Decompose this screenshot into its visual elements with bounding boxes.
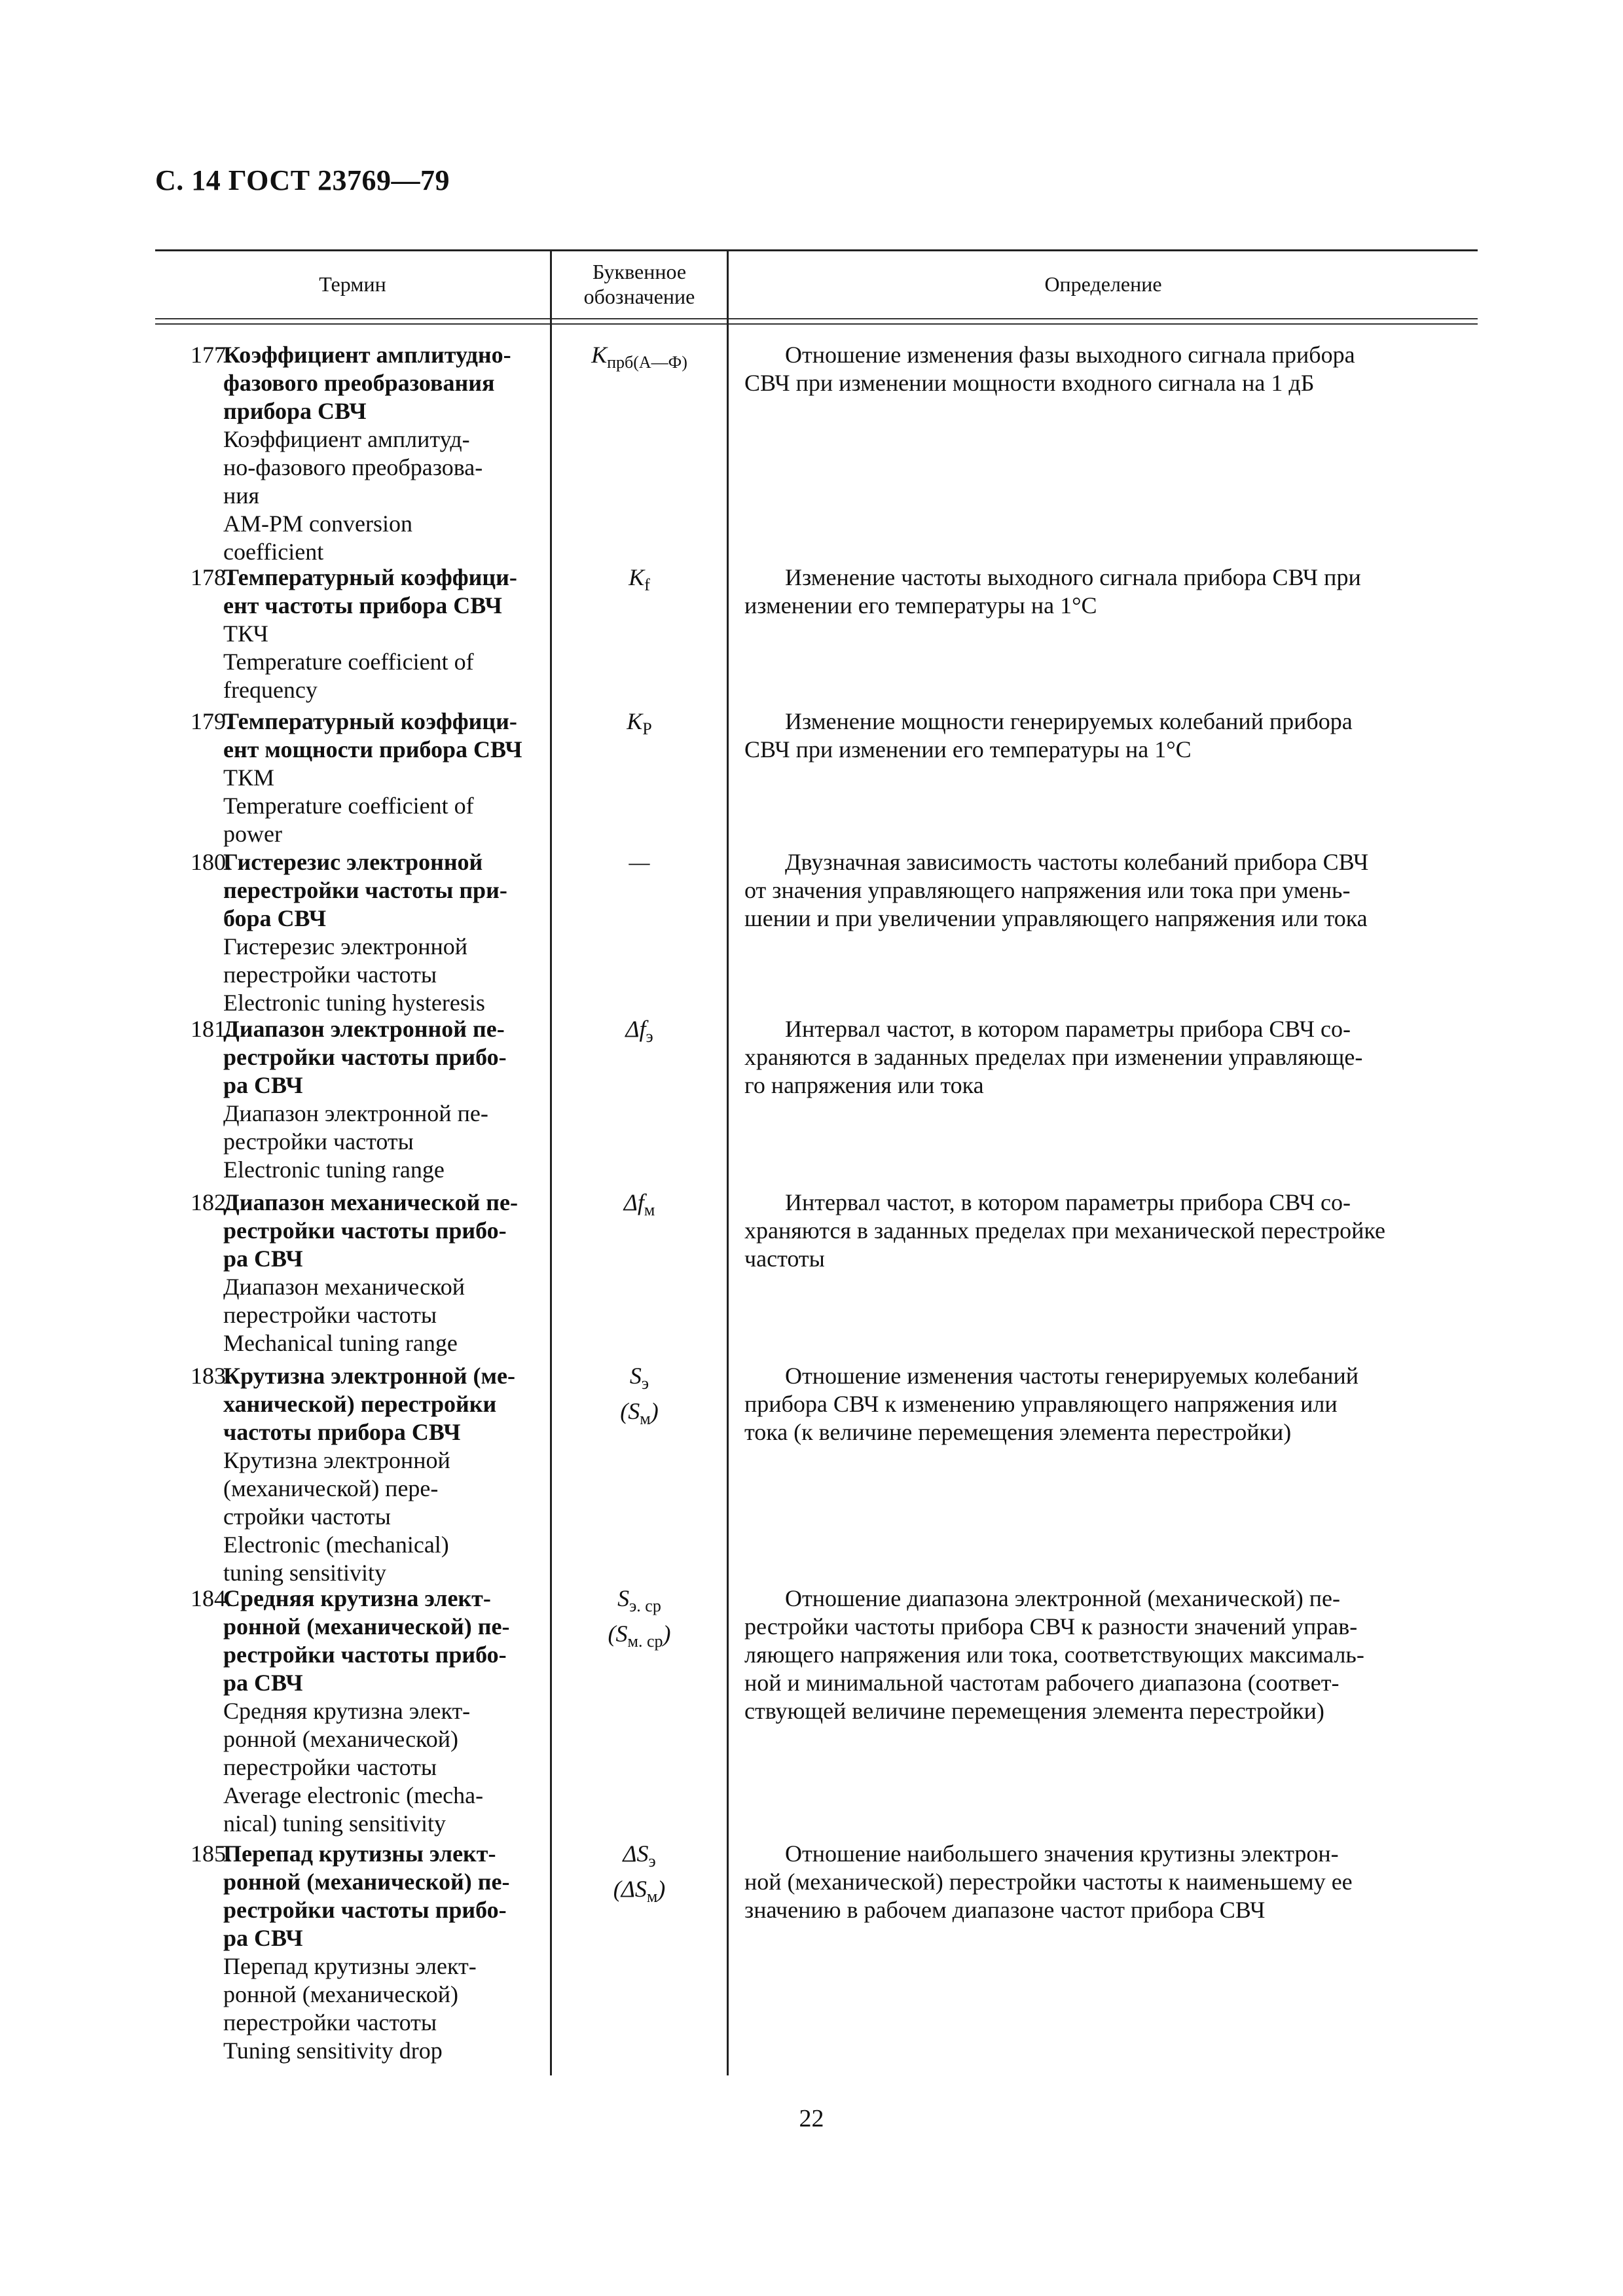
term-name-line: фазового преобразования: [223, 370, 495, 396]
entry-definition: [744, 848, 1465, 933]
column-header-symbol-line2: обозначение: [583, 284, 695, 308]
column-header-symbol-line1: Буквенное: [592, 259, 687, 283]
term-synonym-line: power: [223, 821, 282, 847]
entry-definition: [744, 564, 1465, 620]
entry-term: [223, 564, 544, 704]
symbol-line: [552, 848, 727, 876]
term-synonym-line: (механической) пере-: [223, 1475, 439, 1501]
symbol-subscript: э: [646, 1027, 653, 1047]
term-synonym-line: перестройки частоты: [223, 961, 437, 988]
symbol-line: [552, 341, 727, 376]
term-name-line: прибора СВЧ: [223, 398, 367, 424]
term-synonym-line: AM-PM conversion: [223, 511, 412, 537]
symbol-base: K: [591, 342, 608, 368]
term-synonym-line: стройки частоты: [223, 1503, 391, 1530]
term-synonym-line: Mechanical tuning range: [223, 1330, 458, 1356]
symbol-subscript: f: [644, 575, 650, 595]
entry-symbol: [552, 564, 727, 599]
definition-line: Изменение мощности генерируемых колебаний прибора: [785, 708, 1353, 734]
definition-line: изменении его температуры на 1°С: [744, 592, 1097, 619]
definition-line: Отношение изменения частоты генерируемых колебаний: [785, 1363, 1359, 1389]
term-synonym-line: Electronic tuning hysteresis: [223, 990, 485, 1016]
entry-number: 182.: [191, 1189, 232, 1215]
symbol-line: [552, 1397, 727, 1433]
symbol-base: K: [627, 708, 643, 734]
entry-symbol: [552, 1840, 727, 1910]
term-synonym-line: frequency: [223, 677, 318, 703]
entry-definition: [744, 1362, 1465, 1446]
column-header-symbol: [552, 249, 727, 318]
definition-line: храняются в заданных пределах при изменении управляюще-: [744, 1044, 1363, 1070]
definition-line: го напряжения или тока: [744, 1072, 984, 1098]
term-name-line: ронной (механической) пе-: [223, 1869, 510, 1895]
term-name-line: Перепад крутизны элект-: [223, 1840, 496, 1867]
term-synonym-line: Перепад крутизны элект-: [223, 1953, 477, 1979]
definition-line: Отношение диапазона электронной (механической) пе-: [785, 1585, 1340, 1611]
definition-line: СВЧ при изменении его температуры на 1°С: [744, 736, 1192, 762]
term-synonym-line: Temperature coefficient of: [223, 649, 474, 675]
entry-number: 183.: [191, 1363, 232, 1389]
symbol-subscript: м: [646, 1887, 658, 1907]
symbol-base: (S: [620, 1398, 640, 1425]
symbol-subscript: P: [642, 719, 652, 739]
definition-line: прибора СВЧ к изменению управляющего напряжения или: [744, 1391, 1338, 1417]
entry-symbol: [552, 1189, 727, 1224]
term-name-line: ронной (механической) пе-: [223, 1613, 510, 1640]
symbol-subscript: м. ср: [627, 1632, 663, 1651]
entry-number: 179.: [191, 708, 232, 734]
term-synonym-line: nical) tuning sensitivity: [223, 1810, 446, 1837]
term-name-line: рестройки частоты прибо-: [223, 1641, 507, 1668]
definition-line: ляющего напряжения или тока, соответствующих максималь-: [744, 1641, 1364, 1668]
page-header: С. 14 ГОСТ 23769—79: [155, 164, 450, 196]
term-name-line: ра СВЧ: [223, 1072, 303, 1098]
term-synonym-line: Диапазон механической: [223, 1274, 465, 1300]
term-synonym-line: ронной (механической): [223, 1981, 458, 2007]
definition-line: СВЧ при изменении мощности входного сигнала на 1 дБ: [744, 370, 1315, 396]
term-synonym-line: Диапазон электронной пе-: [223, 1100, 488, 1126]
definition-line: Интервал частот, в котором параметры прибора СВЧ со-: [785, 1189, 1351, 1215]
entry-number: 178.: [191, 564, 232, 590]
symbol-line: [552, 1585, 727, 1620]
term-synonym-line: перестройки частоты: [223, 2009, 437, 2036]
entry-definition: [744, 708, 1465, 764]
symbol-tail: ): [663, 1621, 671, 1647]
column-header-definition-label: Определение: [1044, 272, 1162, 296]
symbol-base: S: [629, 1363, 642, 1389]
definition-line: ной и минимальной частотам рабочего диапазона (соответ-: [744, 1670, 1340, 1696]
entry-term: [223, 708, 544, 848]
term-synonym-line: tuning sensitivity: [223, 1560, 387, 1586]
entry-symbol: [552, 1585, 727, 1655]
entry-definition: [744, 1189, 1465, 1273]
symbol-line: [552, 1875, 727, 1910]
term-name-line: ент частоты прибора СВЧ: [223, 592, 502, 619]
definition-line: рестройки частоты прибора СВЧ к разности значений управ-: [744, 1613, 1358, 1640]
symbol-line: [552, 1015, 727, 1050]
term-synonym-line: Tuning sensitivity drop: [223, 2037, 443, 2064]
definition-line: Отношение изменения фазы выходного сигнала прибора: [785, 342, 1355, 368]
term-name-line: рестройки частоты прибо-: [223, 1897, 507, 1923]
entry-term: [223, 1585, 544, 1838]
column-header-term: [155, 249, 550, 318]
symbol-subscript: э. ср: [629, 1596, 661, 1616]
term-name-line: бора СВЧ: [223, 905, 327, 931]
term-synonym-line: ронной (механической): [223, 1726, 458, 1752]
entry-term: [223, 1362, 544, 1587]
column-divider-1: [550, 249, 552, 2075]
entry-term: [223, 1015, 544, 1184]
term-synonym-line: перестройки частоты: [223, 1302, 437, 1328]
term-name-line: рестройки частоты прибо-: [223, 1217, 507, 1244]
definition-line: значению в рабочем диапазоне частот прибора СВЧ: [744, 1897, 1266, 1923]
definition-line: храняются в заданных пределах при механической перестройке: [744, 1217, 1385, 1244]
term-synonym-line: ТКЧ: [223, 620, 268, 647]
term-name-line: Температурный коэффици-: [223, 564, 517, 590]
term-name-line: ханической) перестройки: [223, 1391, 497, 1417]
entry-number: 180.: [191, 849, 232, 875]
term-name-line: перестройки частоты при-: [223, 877, 507, 903]
terms-table: [155, 249, 1478, 2075]
entry-definition: [744, 1585, 1465, 1725]
definition-line: от значения управляющего напряжения или тока при умень-: [744, 877, 1351, 903]
term-synonym-line: Temperature coefficient of: [223, 793, 474, 819]
column-header-definition: [729, 249, 1478, 318]
definition-line: тока (к величине перемещения элемента перестройки): [744, 1419, 1292, 1445]
term-synonym-line: Electronic tuning range: [223, 1157, 445, 1183]
entry-number: 181.: [191, 1016, 232, 1042]
entry-term: [223, 1189, 544, 1357]
entry-term: [223, 341, 544, 566]
column-header-term-label: Термин: [319, 272, 386, 296]
term-name-line: Коэффициент амплитудно-: [223, 342, 511, 368]
table-header-rule: [155, 318, 1478, 325]
term-synonym-line: Коэффициент амплитуд-: [223, 426, 470, 452]
term-name-line: ра СВЧ: [223, 1246, 303, 1272]
symbol-tail: ): [657, 1876, 666, 1903]
term-name-line: Гистерезис электронной: [223, 849, 483, 875]
symbol-base: S: [617, 1585, 630, 1611]
symbol-subscript: м: [644, 1200, 655, 1220]
entry-symbol: [552, 341, 727, 376]
term-synonym-line: Средняя крутизна элект-: [223, 1698, 471, 1724]
symbol-line: [552, 564, 727, 599]
definition-line: шении и при увеличении управляющего напряжения или тока: [744, 905, 1368, 931]
term-synonym-line: перестройки частоты: [223, 1754, 437, 1780]
symbol-base: K: [629, 564, 645, 590]
entry-term: [223, 1840, 544, 2065]
entry-symbol: [552, 1362, 727, 1433]
symbol-base: Δf: [625, 1016, 646, 1042]
definition-line: Отношение наибольшего значения крутизны электрон-: [785, 1840, 1339, 1867]
entry-number: 177.: [191, 342, 232, 368]
symbol-subscript: м: [640, 1409, 651, 1429]
term-name-line: Диапазон механической пе-: [223, 1189, 518, 1215]
symbol-line: [552, 1362, 727, 1397]
term-name-line: Средняя крутизна элект-: [223, 1585, 491, 1611]
definition-line: Изменение частоты выходного сигнала прибора СВЧ при: [785, 564, 1361, 590]
entry-symbol: [552, 708, 727, 743]
page-number: 22: [799, 2105, 824, 2132]
term-name-line: Диапазон электронной пе-: [223, 1016, 505, 1042]
entry-definition: [744, 1015, 1465, 1100]
term-synonym-line: ТКМ: [223, 764, 275, 791]
term-synonym-line: coefficient: [223, 539, 324, 565]
entry-definition: [744, 341, 1465, 397]
entry-term: [223, 848, 544, 1017]
column-divider-2: [727, 249, 729, 2075]
symbol-line: [552, 1840, 727, 1875]
symbol-base: Δf: [623, 1189, 644, 1215]
definition-line: ной (механической) перестройки частоты к наименьшему ее: [744, 1869, 1353, 1895]
definition-line: Интервал частот, в котором параметры прибора СВЧ со-: [785, 1016, 1351, 1042]
entry-definition: [744, 1840, 1465, 1924]
term-name-line: частоты прибора СВЧ: [223, 1419, 461, 1445]
definition-line: Двузначная зависимость частоты колебаний прибора СВЧ: [785, 849, 1369, 875]
term-synonym-line: Electronic (mechanical): [223, 1532, 449, 1558]
term-name-line: ент мощности прибора СВЧ: [223, 736, 522, 762]
symbol-tail: ): [650, 1398, 659, 1425]
term-synonym-line: Average electronic (mecha-: [223, 1782, 484, 1808]
entry-number: 184.: [191, 1585, 232, 1611]
entry-symbol: [552, 848, 727, 876]
term-synonym-line: рестройки частоты: [223, 1128, 414, 1155]
term-name-line: рестройки частоты прибо-: [223, 1044, 507, 1070]
term-synonym-line: но-фазового преобразова-: [223, 454, 483, 480]
term-name-line: Крутизна электронной (ме-: [223, 1363, 515, 1389]
symbol-line: [552, 708, 727, 743]
symbol-base: —: [629, 849, 650, 875]
entry-symbol: [552, 1015, 727, 1050]
definition-line: ствующей величине перемещения элемента перестройки): [744, 1698, 1324, 1724]
symbol-base: (S: [608, 1621, 628, 1647]
term-synonym-line: Гистерезис электронной: [223, 933, 468, 960]
symbol-subscript: э: [648, 1852, 656, 1871]
term-name-line: ра СВЧ: [223, 1925, 303, 1951]
term-synonym-line: ния: [223, 482, 260, 509]
term-name-line: ра СВЧ: [223, 1670, 303, 1696]
term-name-line: Температурный коэффици-: [223, 708, 517, 734]
symbol-line: [552, 1189, 727, 1224]
term-synonym-line: Крутизна электронной: [223, 1447, 450, 1473]
definition-line: частоты: [744, 1246, 825, 1272]
symbol-base: ΔS: [623, 1840, 649, 1867]
symbol-subscript: прб(А—Ф): [607, 353, 687, 372]
symbol-subscript: э: [641, 1374, 649, 1393]
entry-number: 185.: [191, 1840, 232, 1867]
symbol-base: (ΔS: [613, 1876, 647, 1903]
symbol-line: [552, 1620, 727, 1655]
